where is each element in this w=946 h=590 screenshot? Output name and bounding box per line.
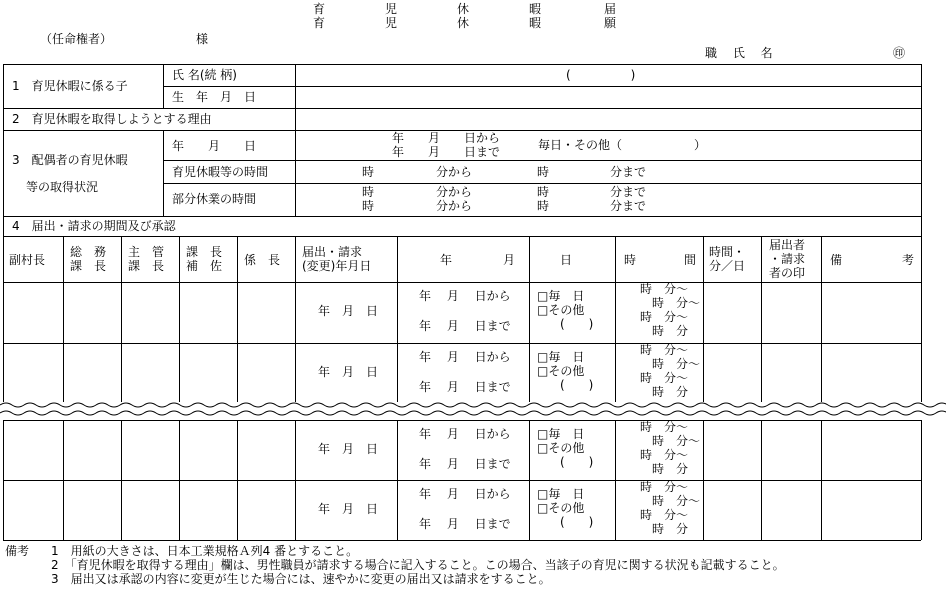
grid-line — [237, 236, 238, 404]
col-date: 月 — [503, 253, 516, 267]
grid-line — [529, 236, 530, 404]
title-char: 休 — [457, 16, 470, 30]
col-remarks: 考 — [902, 253, 915, 267]
note-item: 2 「育児休暇を取得する理由」欄は、男性職員が請求する場合に記入すること。この場合、当該子の育児に関する状況も記載すること。 — [51, 558, 785, 572]
section3-label-2: 等の取得状況 — [26, 180, 99, 194]
row-other-paren: ( ) — [560, 515, 594, 529]
section2-label: 2 育児休暇を取得しようとする理由 — [12, 112, 212, 126]
seal-icon: ㊞ — [893, 46, 906, 60]
col-somu: 課 長 — [70, 259, 107, 273]
title-char: 休 — [457, 2, 470, 16]
row-time: 時 分～ — [640, 508, 689, 522]
row-time: 時 分～ — [652, 494, 701, 508]
spouse-date-label: 年 月 日 — [172, 139, 257, 153]
appointer-label: （任命権者） — [40, 32, 113, 46]
col-minutes-per-day: 分／日 — [709, 259, 746, 273]
section3-label: 3 配偶者の育児休暇 — [12, 153, 128, 167]
grid-line — [179, 420, 180, 540]
row-request-date: 年 月 日 — [318, 502, 379, 516]
shoku-shimei-label: 職 氏 名 — [705, 46, 779, 60]
spouse-date-to: 年 月 日まで — [392, 145, 501, 159]
row-time: 時 分～ — [640, 448, 689, 462]
row-check-everyday[interactable]: □毎 日 — [537, 427, 585, 441]
col-fuku-sonchou: 副村長 — [9, 253, 46, 267]
col-somu: 総 務 — [70, 245, 107, 259]
row-time: 時 分～ — [652, 434, 701, 448]
time-unit: 時 — [362, 199, 375, 213]
col-todoke: 届出・請求 — [302, 245, 363, 259]
row-request-date: 年 月 日 — [318, 442, 379, 456]
time-unit: 時 — [537, 185, 550, 199]
row-date-from: 年 月 日から — [419, 350, 511, 364]
row-other-paren: ( ) — [560, 455, 594, 469]
row-time: 時 分～ — [640, 480, 689, 494]
time-unit: 分から — [436, 199, 473, 213]
row-time: 時 分 — [652, 324, 689, 338]
row-time: 時 分 — [652, 522, 689, 536]
reason-field[interactable] — [296, 109, 920, 130]
title-char: 暇 — [529, 16, 542, 30]
row-request-date: 年 月 日 — [318, 365, 379, 379]
note-item: 3 届出又は承認の内容に変更が生じた場合には、速やかに変更の届出又は請求をすること。 — [51, 572, 551, 586]
row-date-to: 年 月 日まで — [419, 319, 511, 333]
grid-line — [3, 420, 4, 540]
spouse-frequency: 毎日・その他（ ） — [538, 138, 707, 152]
col-remarks: 備 — [830, 253, 843, 267]
grid-line — [295, 420, 296, 540]
spouse-time-label: 育児休暇等の時間 — [172, 165, 269, 179]
row-check-everyday[interactable]: □毎 日 — [537, 350, 585, 364]
title-char: 児 — [385, 2, 398, 16]
col-date: 年 — [440, 253, 453, 267]
row-check-everyday[interactable]: □毎 日 — [537, 487, 585, 501]
time-unit: 分まで — [610, 199, 647, 213]
grid-line — [761, 420, 762, 540]
row-check-other[interactable]: □その他 — [537, 501, 585, 515]
grid-line — [821, 236, 822, 404]
row-check-other[interactable]: □その他 — [537, 441, 585, 455]
row-other-paren: ( ) — [560, 378, 594, 392]
time-unit: 時 — [537, 165, 550, 179]
time-unit: 分まで — [610, 185, 647, 199]
row-time: 時 分～ — [652, 296, 701, 310]
grid-line — [121, 236, 122, 404]
row-date-to: 年 月 日まで — [419, 517, 511, 531]
row-date-from: 年 月 日から — [419, 427, 511, 441]
row-date-to: 年 月 日まで — [419, 457, 511, 471]
row-check-everyday[interactable]: □毎 日 — [537, 289, 585, 303]
row-time: 時 分～ — [640, 420, 689, 434]
col-kakaricho: 係 長 — [244, 253, 281, 267]
col-kacho-hosa: 補 佐 — [186, 259, 223, 273]
grid-line — [121, 420, 122, 540]
title-char: 育 — [313, 16, 326, 30]
section1-label: 1 育児休暇に係る子 — [12, 79, 128, 93]
col-time: 間 — [684, 253, 697, 267]
col-todoke: (変更)年月日 — [302, 259, 372, 273]
grid-line — [529, 420, 530, 540]
col-shukan: 主 管 — [128, 245, 165, 259]
col-date: 日 — [560, 253, 573, 267]
row-time: 時 分 — [652, 385, 689, 399]
time-unit: 時 — [362, 185, 375, 199]
child-name-label: 氏 名(続 柄) — [172, 68, 237, 82]
grid-line — [3, 236, 4, 404]
row-other-paren: ( ) — [560, 317, 594, 331]
spouse-date-from: 年 月 日から — [392, 131, 501, 145]
row-time: 時 分～ — [640, 310, 689, 324]
child-relation-paren: ( ) — [566, 68, 636, 82]
section4-label: 4 届出・請求の期間及び承認 — [12, 219, 176, 233]
grid-line — [397, 236, 398, 404]
row-time: 時 分～ — [640, 371, 689, 385]
time-unit: 分まで — [610, 165, 647, 179]
title-char: 育 — [313, 2, 326, 16]
time-unit: 時 — [362, 165, 375, 179]
row-time: 時 分～ — [640, 343, 689, 357]
notes-label: 備考 — [5, 544, 30, 558]
time-unit: 分から — [436, 185, 473, 199]
break-mark — [0, 400, 946, 420]
grid-line — [237, 420, 238, 540]
grid-line — [63, 420, 64, 540]
sama-label: 様 — [196, 32, 209, 46]
col-shukan: 課 長 — [128, 259, 165, 273]
grid-line — [921, 420, 922, 540]
grid-line — [295, 236, 296, 404]
title-char: 暇 — [529, 2, 542, 16]
row-time: 時 分～ — [640, 282, 689, 296]
grid-line — [821, 420, 822, 540]
time-unit: 分から — [436, 165, 473, 179]
birth-date-field[interactable] — [296, 87, 920, 108]
time-unit: 時 — [537, 199, 550, 213]
col-kacho-hosa: 課 長 — [186, 245, 223, 259]
col-seal: 者の印 — [769, 266, 806, 280]
col-seal: ・請求 — [769, 252, 806, 266]
row-request-date: 年 月 日 — [318, 304, 379, 318]
row-date-from: 年 月 日から — [419, 487, 511, 501]
col-time: 時 — [624, 253, 637, 267]
part-time-label: 部分休業の時間 — [172, 192, 257, 206]
title-char: 届 — [604, 2, 617, 16]
col-minutes-per-day: 時間・ — [709, 245, 746, 259]
row-date-from: 年 月 日から — [419, 289, 511, 303]
grid-line — [397, 420, 398, 540]
grid-line — [703, 420, 704, 540]
grid-line — [921, 236, 922, 404]
grid-line — [761, 236, 762, 404]
grid-line — [615, 420, 616, 540]
title-char: 願 — [604, 16, 617, 30]
col-seal: 届出者 — [769, 238, 806, 252]
row-time: 時 分 — [652, 462, 689, 476]
note-item: 1 用紙の大きさは、日本工業規格Ａ列4 番とすること。 — [51, 544, 359, 558]
row-check-other[interactable]: □その他 — [537, 303, 585, 317]
grid-line — [179, 236, 180, 404]
title-char: 児 — [385, 16, 398, 30]
row-date-to: 年 月 日まで — [419, 380, 511, 394]
birth-date-label: 生 年 月 日 — [172, 90, 257, 104]
row-check-other[interactable]: □その他 — [537, 364, 585, 378]
grid-line — [615, 236, 616, 404]
grid-line — [703, 236, 704, 404]
row-time: 時 分～ — [652, 357, 701, 371]
grid-line — [63, 236, 64, 404]
